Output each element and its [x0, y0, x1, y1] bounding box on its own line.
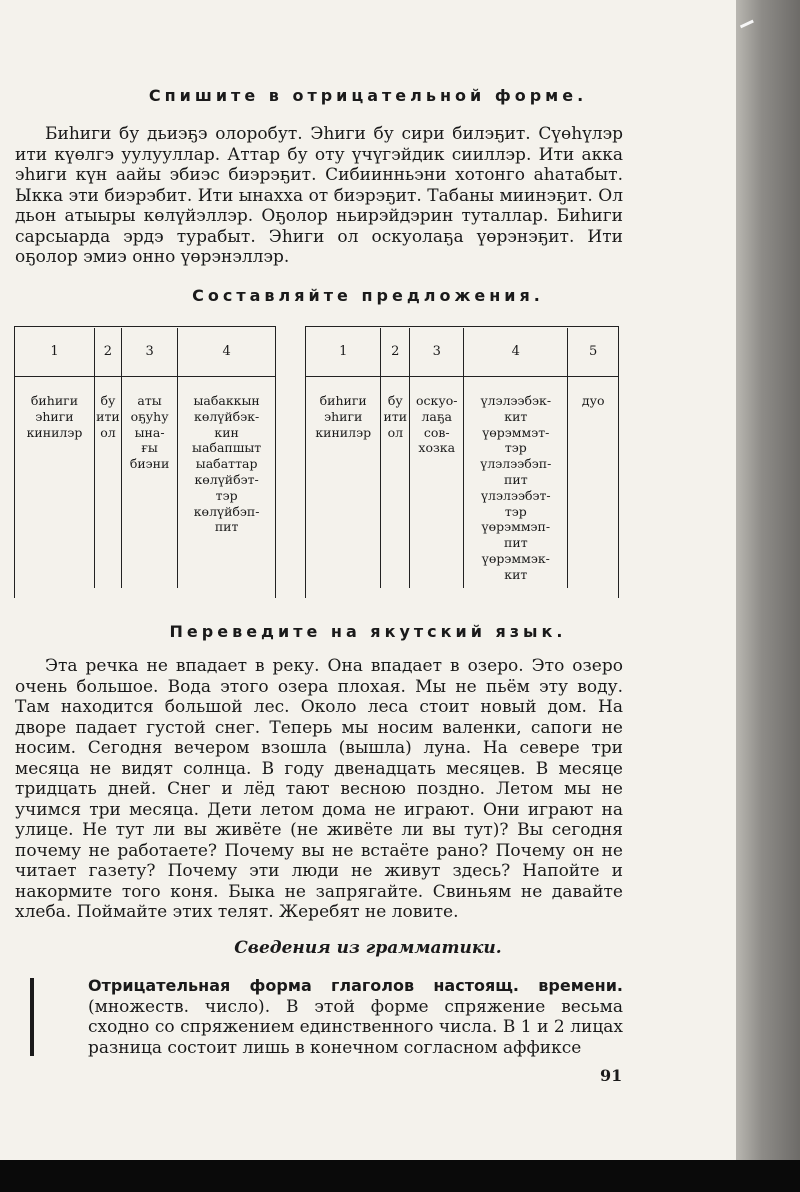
exercise-heading-translate: Переведите на якутский язык.: [169, 622, 567, 641]
table-cell-line: үөрэммэп-: [481, 519, 551, 535]
book-edge-shadow: [736, 0, 800, 1160]
page-number: 91: [600, 1066, 623, 1085]
table-cell-line: биһиги: [319, 393, 367, 408]
table-cell-particle: [568, 377, 618, 589]
table-cell-line: тэр: [504, 440, 527, 456]
table-cell-line: кин: [214, 424, 239, 440]
table-cell-verbs: [178, 377, 275, 589]
grammar-heading: Сведения из грамматики.: [234, 938, 502, 958]
table-cell-line: ына-: [134, 424, 165, 440]
table-top-rule: [15, 326, 275, 327]
table-cell-line: үөрэммэт-: [482, 424, 550, 440]
table-cell-line: кинилэр: [26, 424, 83, 440]
table-cell-line: ол: [387, 424, 404, 440]
table-cell-line: үөрэммэк-: [481, 550, 550, 566]
table-header-cell: 1: [15, 328, 94, 377]
table-cell-line: эһиги: [35, 408, 74, 424]
table-cell-line: ыабапшыт: [192, 440, 262, 456]
table-top-rule: [306, 326, 618, 327]
table-cell-line: тэр: [215, 487, 238, 503]
table-cell-line: ол: [100, 424, 116, 440]
table-divider-rule: [275, 326, 276, 598]
exercise-heading-negative: Спишите в отрицательной форме.: [148, 86, 588, 105]
table-cell-line: ити: [96, 408, 120, 424]
table-right-rule: [618, 326, 619, 598]
table-header-cell: 3: [121, 328, 177, 377]
table-cell-line: кит: [504, 566, 528, 582]
exercise-heading-compose: Составляйте предложения.: [192, 286, 544, 305]
table-header-cell: 5: [568, 328, 618, 377]
exercise-text-translate: Эта речка не впадает в реку. Она впадает в озеро. Это озеро очень большое. Вода этого озера плохая. Мы не пьём эту воду. Там находится большой лес. Около леса стоит новый дом. На дворе падает густой снег. Теперь мы носим валенки, сапоги не носим. Сегодня вечером взошла (вышла) луна. На севере три месяца не видят солнца. В году двенадцать месяцев. В месяце тридцать дней. Снег и лёд тают весною поздно. Летом мы не учимся три месяца. Дети летом дома не играют. Они играют на улице. Не тут ли вы живёте (не живёте ли вы тут)? Вы сегодня почему не работаете? Почему вы не встаёте рано? Почему он не читает газету? Почему эти люди не живут здесь? Напойте и накормите того коня. Быка не запрягайте. Свиньям не давайте хлеба. Поймайте этих телят. Жеребят не ловите.: [15, 656, 623, 922]
table-cell-objects: [121, 377, 177, 589]
margin-bar: [30, 978, 34, 1056]
table-header-cell: 4: [178, 328, 275, 377]
table-header-cell: 3: [410, 328, 464, 377]
grammar-body: (множеств. число). В этой форме спряжение весьма сходно со спряжением единственного числа. В 1 и 2 лицах разница состоит лишь в конечном согласном аффиксе: [88, 996, 623, 1058]
table-cell-line: сов-: [423, 424, 450, 440]
table-cell-line: ыабаккын: [193, 393, 260, 408]
table-cell-line: биэни: [129, 456, 170, 472]
grammar-text: [88, 976, 623, 1058]
table-header-cell: 4: [464, 328, 568, 377]
table-cell-line: тэр: [504, 503, 527, 519]
table-cell-line: көлүйбэк-: [194, 408, 260, 424]
compose-table-right: [306, 328, 618, 588]
table-cell-line: оҕуһу: [130, 408, 169, 424]
table-cell-demonstratives: [381, 377, 410, 589]
table-cell-demonstratives: [94, 377, 121, 589]
grammar-lead: Отрицательная форма глаголов настоящ. времени.: [88, 976, 623, 995]
table-cell-line: оскуо-: [416, 393, 458, 408]
table-cell-line: көлүйбэп-: [193, 503, 260, 519]
table-cell-line: пит: [504, 535, 528, 551]
table-cell-line: пит: [214, 519, 239, 535]
table-cell-line: пит: [504, 471, 528, 487]
table-header-cell: 2: [94, 328, 121, 377]
table-cell-places: [410, 377, 464, 589]
table-cell-line: кит: [504, 408, 528, 424]
table-cell-pronouns: [306, 377, 381, 589]
table-cell-line: үлэлээбэт-: [481, 487, 551, 503]
table-left-rule: [14, 326, 15, 598]
table-cell-line: ыабаттар: [195, 456, 258, 472]
table-cell-line: хозка: [418, 440, 456, 456]
table-cell-line: үлэлээбэп-: [480, 456, 552, 472]
table-header-cell: 2: [381, 328, 410, 377]
table-cell-line: эһиги: [324, 408, 363, 424]
table-cell-line: кинилэр: [315, 424, 372, 440]
table-cell-line: бу: [100, 393, 116, 408]
table-cell-line: дуо: [581, 393, 605, 408]
table-cell-line: аты: [137, 393, 162, 408]
table-cell-pronouns: [15, 377, 94, 589]
table-cell-line: ғы: [141, 440, 158, 456]
table-cell-line: бу: [387, 393, 403, 408]
table-cell-verbs: [464, 377, 568, 589]
table-cell-line: биһиги: [30, 393, 79, 408]
table-cell-line: көлүйбэт-: [194, 471, 259, 487]
table-divider-rule: [305, 326, 306, 598]
exercise-text-negative: Биһиги бу дьиэҕэ олоробут. Эһиги бу сири билэҕит. Сүөһүлэр ити күөлгэ уулууллар. Аттар бу оту үчүгэйдик сииллэр. Ити акка эһиги күн аайы эбиэс биэрэҕит. Сибиинньэни хотонго аһатабыт. Ыкка эти биэрэбит. Ити ынахха от биэрэҕит. Табаны миинэҕит. Ол дьон атыыры көлүйэллэр. Оҕолор ньирэйдэрин туталлар. Биһиги сарсыарда эрдэ турабыт. Эһиги ол оскуолаҕа үөрэнэҕит. Ити оҕолор эмиэ онно үөрэнэллэр.: [15, 124, 623, 267]
table-cell-line: ити: [383, 408, 408, 424]
compose-table-left: [15, 328, 275, 588]
table-header-cell: 1: [306, 328, 381, 377]
table-cell-line: лаҕа: [421, 408, 452, 424]
table-cell-line: үлэлээбэк-: [480, 393, 552, 408]
